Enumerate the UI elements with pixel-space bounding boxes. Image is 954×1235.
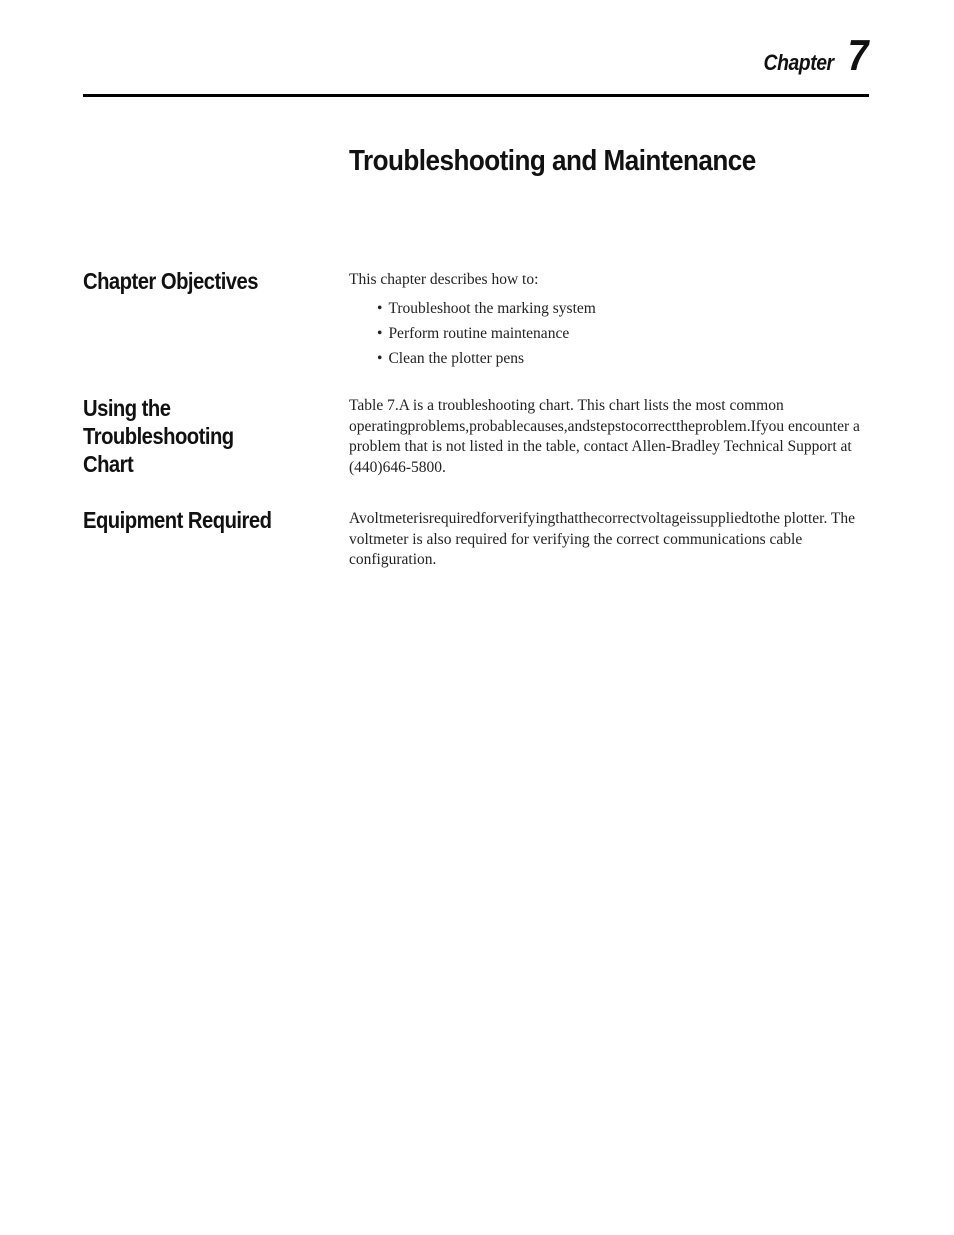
section-body-troubleshooting-chart: Table 7.A is a troubleshooting chart. This chart lists the most common operatingproblems,probablecauses,andstepstocorrecttheproblem.Ifyou encounter a problem that is not listed in the table, contact Allen-Bradley Technical Support at (440)646-5800. xyxy=(349,397,860,476)
section-heading-objectives: Chapter Objectives xyxy=(83,268,258,294)
chapter-label: Chapter xyxy=(763,50,834,75)
section-heading-troubleshooting-chart xyxy=(83,394,303,478)
section-heading-equipment: Equipment Required xyxy=(83,507,272,533)
chapter-number: 7 xyxy=(847,31,868,80)
header-rule xyxy=(83,94,869,97)
list-item: • Troubleshoot the marking system xyxy=(377,296,871,321)
section-body-equipment: Avoltmeterisrequiredforverifyingthatthecorrectvoltageissuppliedtothe plotter. The voltmeter is also required for verifying the correct communications cable configuration. xyxy=(349,510,856,568)
list-item: • Perform routine maintenance xyxy=(377,321,871,346)
list-item: • Clean the plotter pens xyxy=(377,346,871,371)
objectives-intro: This chapter describes how to: xyxy=(349,271,539,288)
heading-line: Chart xyxy=(83,451,134,477)
heading-line: Using the Troubleshooting xyxy=(83,395,234,449)
objectives-list xyxy=(349,296,871,371)
page-title: Troubleshooting and Maintenance xyxy=(349,145,756,177)
chapter-header xyxy=(754,31,868,80)
section-body-objectives xyxy=(349,270,871,371)
